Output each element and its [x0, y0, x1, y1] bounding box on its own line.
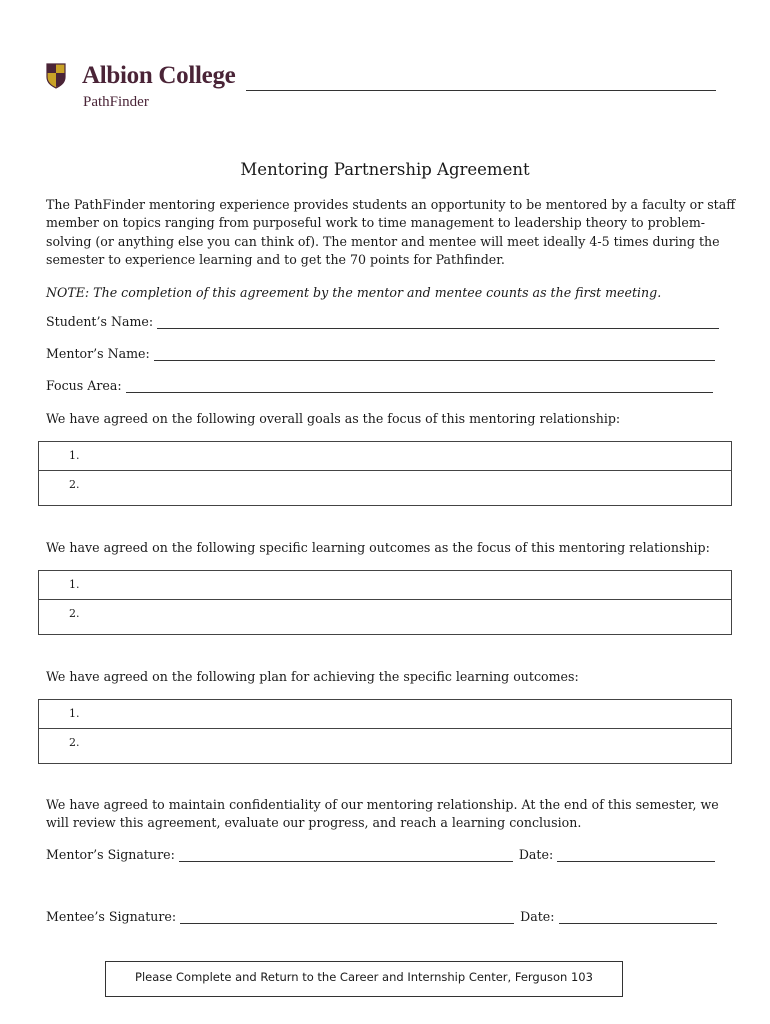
focus-area-line[interactable]: [126, 380, 713, 393]
student-name-field[interactable]: [46, 314, 719, 329]
outcomes-table: [38, 570, 732, 635]
plan-row-2[interactable]: [39, 729, 731, 763]
note-text: NOTE: The completion of this agreement by the mentor and mentee counts as the first meeting.: [46, 285, 662, 300]
college-name: Albion College: [82, 62, 236, 89]
mentee-date-line[interactable]: [559, 911, 717, 924]
item-number: 2.: [69, 478, 80, 491]
plan-prompt: We have agreed on the following plan for achieving the specific learning outcomes:: [46, 669, 579, 684]
mentor-signature-line[interactable]: [179, 849, 513, 862]
header-logo: [46, 62, 236, 110]
mentee-signature-field[interactable]: [46, 909, 717, 924]
mentor-signature-field[interactable]: [46, 847, 715, 862]
mentor-name-label: Mentor’s Name:: [46, 346, 150, 361]
item-number: 1.: [69, 449, 80, 462]
mentor-date-line[interactable]: [557, 849, 715, 862]
item-number: 1.: [69, 578, 80, 591]
mentor-name-field[interactable]: [46, 346, 715, 361]
student-name-line[interactable]: [157, 316, 719, 329]
mentee-signature-line[interactable]: [180, 911, 514, 924]
mentee-date-label: Date:: [520, 909, 555, 924]
intro-paragraph: The PathFinder mentoring experience provides students an opportunity to be mentored by a faculty or staff member on topics ranging from purposeful work to time management to leadership theory to problem-solving (or anything else you can think of). The mentor and mentee will meet ideally 4-5 times during the semester to experience learning and to get the 70 points for Pathfinder.: [46, 197, 736, 268]
mentee-signature-label: Mentee’s Signature:: [46, 909, 177, 924]
focus-area-field[interactable]: [46, 378, 713, 393]
outcomes-row-2[interactable]: [39, 600, 731, 634]
header-rule: [246, 90, 716, 91]
plan-row-1[interactable]: [39, 700, 731, 729]
confidentiality-paragraph: We have agreed to maintain confidentiality of our mentoring relationship. At the end of this semester, we will review this agreement, evaluate our progress, and reach a learning conclusion.: [46, 797, 719, 831]
item-number: 2.: [69, 736, 80, 749]
shield-icon: [46, 63, 66, 89]
page-title: Mentoring Partnership Agreement: [240, 160, 530, 179]
focus-area-label: Focus Area:: [46, 378, 122, 393]
plan-table: [38, 699, 732, 764]
item-number: 1.: [69, 707, 80, 720]
program-name: PathFinder: [83, 94, 149, 110]
mentor-signature-label: Mentor’s Signature:: [46, 847, 175, 862]
student-name-label: Student’s Name:: [46, 314, 154, 329]
mentor-name-line[interactable]: [154, 348, 715, 361]
goals-table: [38, 441, 732, 506]
mentor-date-label: Date:: [518, 847, 554, 862]
goals-row-1[interactable]: [39, 442, 731, 471]
item-number: 2.: [69, 607, 80, 620]
outcomes-row-1[interactable]: [39, 571, 731, 600]
return-instructions: Please Complete and Return to the Career and Internship Center, Ferguson 103: [105, 961, 623, 997]
goals-row-2[interactable]: [39, 471, 731, 505]
outcomes-prompt: We have agreed on the following specific learning outcomes as the focus of this mentoring relationship:: [46, 540, 710, 555]
goals-prompt: We have agreed on the following overall goals as the focus of this mentoring relationship:: [46, 411, 621, 426]
